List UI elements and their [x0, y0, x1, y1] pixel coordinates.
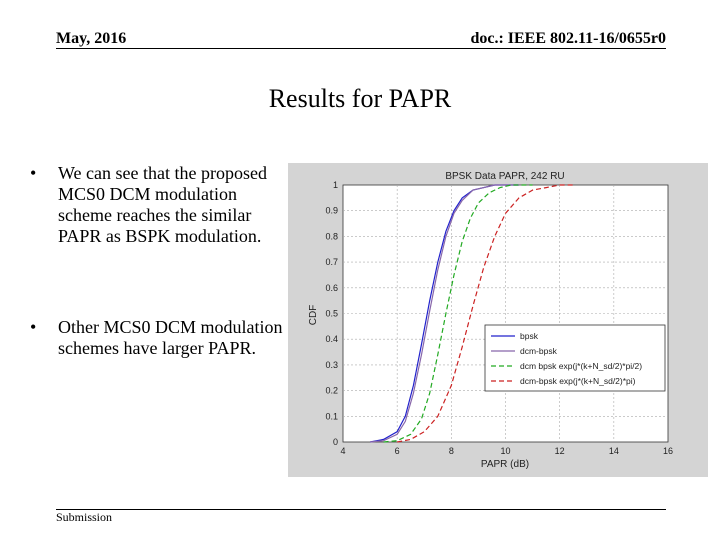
x-tick-label: 14: [608, 446, 619, 456]
x-tick-label: 4: [340, 446, 346, 456]
y-tick-label: 0.7: [325, 257, 338, 268]
x-tick-label: 12: [554, 446, 565, 456]
y-tick-label: 1: [332, 180, 338, 190]
bullet-dot-icon: •: [30, 163, 37, 183]
x-tick-label: 8: [448, 446, 454, 456]
footer-label: Submission: [56, 510, 113, 524]
bullet-text: We can see that the proposed MCS0 DCM modulation scheme reaches the similar PAPR as BSPK modulation.: [58, 163, 267, 246]
bullet-2: [30, 317, 290, 359]
header-date: May, 2016: [56, 30, 127, 47]
y-axis-label: CDF: [308, 304, 319, 326]
y-tick-label: 0.3: [325, 359, 338, 370]
x-tick-label: 10: [500, 446, 511, 456]
header-doc-id: doc.: IEEE 802.11-16/0655r0: [470, 30, 666, 47]
chart-title: BPSK Data PAPR, 242 RU: [445, 171, 565, 182]
x-axis-label: PAPR (dB): [480, 459, 530, 470]
y-tick-label: 0: [332, 437, 338, 447]
x-tick-label: 6: [394, 446, 400, 456]
y-tick-label: 0.5: [325, 308, 338, 319]
y-tick-label: 0.6: [325, 282, 338, 293]
chart-legend: [485, 325, 665, 391]
header-rule: [56, 48, 666, 49]
bullet-1: [30, 163, 290, 247]
bullet-dot-icon: •: [30, 317, 37, 337]
legend-entry: dcm bpsk exp(j*(k+N_sd/2)*pi/2): [520, 361, 643, 371]
bullet-text: Other MCS0 DCM modulation schemes have larger PAPR.: [58, 317, 283, 358]
footer-rule: [56, 509, 666, 510]
y-tick-label: 0.4: [325, 334, 338, 345]
legend-entry: bpsk: [520, 331, 538, 341]
y-tick-label: 0.1: [325, 411, 338, 422]
y-tick-label: 0.9: [325, 205, 338, 216]
legend-entry: dcm-bpsk exp(j*(k+N_sd/2)*pi): [520, 376, 636, 386]
slide-title: Results for PAPR: [268, 84, 452, 113]
papr-cdf-chart: [288, 163, 708, 477]
legend-entry: dcm-bpsk: [520, 346, 557, 356]
y-tick-label: 0.2: [325, 385, 338, 396]
x-tick-label: 16: [662, 446, 674, 456]
y-tick-label: 0.8: [325, 231, 338, 242]
